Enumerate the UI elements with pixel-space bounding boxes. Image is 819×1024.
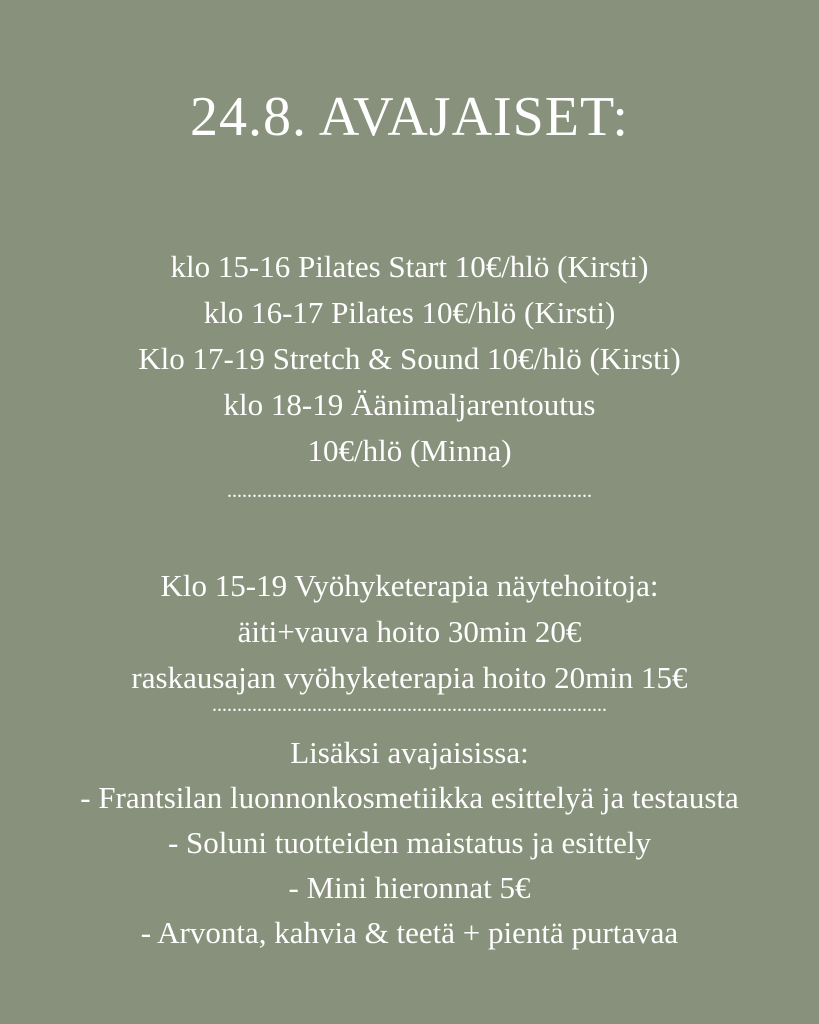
dotted-separator: ......................................................................... (227, 480, 592, 502)
extras-line: - Arvonta, kahvia & teetä + pientä purtavaa (140, 915, 679, 950)
therapy-line: äiti+vauva hoito 30min 20€ (237, 614, 582, 649)
extras-list (0, 730, 819, 955)
therapy-list (0, 563, 819, 701)
poster-title: 24.8. AVAJAISET: (189, 86, 629, 148)
session-list (0, 244, 819, 474)
session-line: klo 18-19 Äänimaljarentoutus (223, 387, 596, 422)
session-line: 10€/hlö (Minna) (307, 433, 512, 468)
session-line: klo 15-16 Pilates Start 10€/hlö (Kirsti) (170, 249, 649, 284)
extras-line: - Mini hieronnat 5€ (288, 870, 531, 905)
therapy-line: raskausajan vyöhyketerapia hoito 20min 15€ (131, 660, 688, 695)
therapy-line: Klo 15-19 Vyöhyketerapia näytehoitoja: (160, 568, 659, 603)
extras-line: - Frantsilan luonnonkosmetiikka esittelyä ja testausta (80, 780, 739, 815)
extras-line: - Soluni tuotteiden maistatus ja esittely (167, 825, 651, 860)
session-line: klo 16-17 Pilates 10€/hlö (Kirsti) (203, 295, 616, 330)
dotted-separator: ............................................................................... (212, 694, 607, 716)
extras-heading: Lisäksi avajaisissa: (290, 735, 529, 770)
session-line: Klo 17-19 Stretch & Sound 10€/hlö (Kirsti) (138, 341, 681, 376)
